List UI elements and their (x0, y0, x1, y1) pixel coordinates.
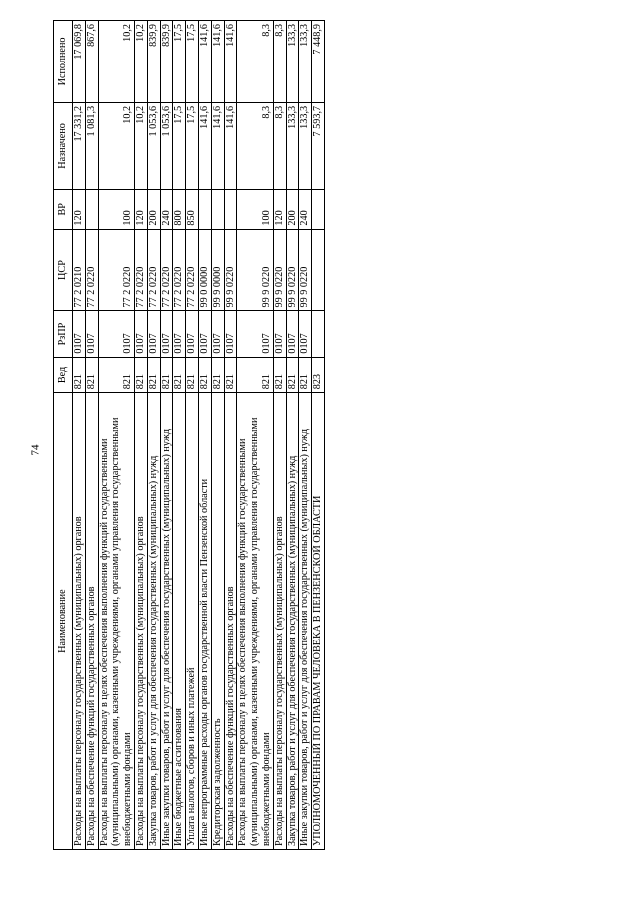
row-csr-cell: 99 9 0220 (286, 229, 299, 311)
row-csr-cell: 77 2 0210 (73, 229, 86, 311)
header-plan: Назначено (54, 102, 73, 189)
row-vr-cell: 100 (98, 190, 134, 230)
row-rzpr-cell: 0107 (160, 311, 173, 357)
row-plan-cell: 133,3 (299, 102, 312, 189)
row-ved-cell: 821 (211, 357, 224, 393)
row-plan-cell: 141,6 (224, 102, 237, 189)
table-row (73, 21, 86, 850)
row-rzpr-cell (312, 311, 325, 357)
row-done-cell: 141,6 (198, 21, 211, 103)
budget-table (53, 20, 325, 850)
row-done-cell: 7 448,9 (312, 21, 325, 103)
row-csr-cell: 99 9 0000 (211, 229, 224, 311)
row-rzpr-cell: 0107 (73, 311, 86, 357)
row-vr-cell (224, 190, 237, 230)
row-csr-cell: 99 9 0220 (237, 229, 273, 311)
row-name-cell: Расходы на выплаты персоналу в целях обеспечения выполнения функций государственными (муниципальными) органами, казенными учреждениями, органами управления государственными внебюджетными фондами (98, 393, 134, 850)
row-vr-cell: 240 (299, 190, 312, 230)
row-name-cell: Уплата налогов, сборов и иных платежей (186, 393, 199, 850)
row-csr-cell: 77 2 0220 (160, 229, 173, 311)
row-rzpr-cell: 0107 (173, 311, 186, 357)
row-name-cell: УПОЛНОМОЧЕННЫЙ ПО ПРАВАМ ЧЕЛОВЕКА В ПЕНЗЕНСКОЙ ОБЛАСТИ (312, 393, 325, 850)
row-csr-cell: 99 9 0220 (273, 229, 286, 311)
row-rzpr-cell: 0107 (98, 311, 134, 357)
row-ved-cell: 821 (73, 357, 86, 393)
row-ved-cell: 821 (186, 357, 199, 393)
row-rzpr-cell: 0107 (286, 311, 299, 357)
row-name-cell: Закупка товаров, работ и услуг для обеспечения государственных (муниципальных) нужд (286, 393, 299, 850)
row-plan-cell: 141,6 (198, 102, 211, 189)
table-body (73, 21, 325, 850)
row-ved-cell: 821 (160, 357, 173, 393)
row-csr-cell: 99 9 0220 (299, 229, 312, 311)
row-vr-cell (85, 190, 98, 230)
row-name-cell: Расходы на выплаты персоналу государственных (муниципальных) органов (273, 393, 286, 850)
table-row (312, 21, 325, 850)
row-ved-cell: 823 (312, 357, 325, 393)
row-done-cell: 133,3 (286, 21, 299, 103)
row-name-cell: Расходы на выплаты персоналу государственных (муниципальных) органов (134, 393, 147, 850)
row-name-cell: Расходы на обеспечение функций государственных органов (85, 393, 98, 850)
row-done-cell: 17,5 (173, 21, 186, 103)
row-plan-cell: 133,3 (286, 102, 299, 189)
table-row (186, 21, 199, 850)
row-rzpr-cell: 0107 (134, 311, 147, 357)
row-csr-cell: 77 2 0220 (85, 229, 98, 311)
row-rzpr-cell: 0107 (85, 311, 98, 357)
row-done-cell: 867,6 (85, 21, 98, 103)
header-name: Наименование (54, 393, 73, 850)
row-rzpr-cell: 0107 (198, 311, 211, 357)
row-name-cell: Иные закупки товаров, работ и услуг для обеспечения государственных (муниципальных) нужд (299, 393, 312, 850)
row-rzpr-cell: 0107 (237, 311, 273, 357)
table-row (173, 21, 186, 850)
row-vr-cell: 200 (147, 190, 160, 230)
row-ved-cell: 821 (273, 357, 286, 393)
table-row (160, 21, 173, 850)
row-vr-cell (312, 190, 325, 230)
row-done-cell: 141,6 (211, 21, 224, 103)
row-rzpr-cell: 0107 (224, 311, 237, 357)
row-rzpr-cell: 0107 (273, 311, 286, 357)
row-rzpr-cell: 0107 (186, 311, 199, 357)
row-ved-cell: 821 (299, 357, 312, 393)
row-ved-cell: 821 (286, 357, 299, 393)
row-vr-cell: 240 (160, 190, 173, 230)
row-csr-cell (312, 229, 325, 311)
row-vr-cell: 120 (273, 190, 286, 230)
table-row (224, 21, 237, 850)
row-done-cell: 133,3 (299, 21, 312, 103)
row-plan-cell: 10,2 (134, 102, 147, 189)
row-done-cell: 17,5 (186, 21, 199, 103)
row-name-cell: Иные закупки товаров, работ и услуг для обеспечения государственных (муниципальных) нужд (160, 393, 173, 850)
row-rzpr-cell: 0107 (147, 311, 160, 357)
row-done-cell: 141,6 (224, 21, 237, 103)
header-ved: Вед (54, 357, 73, 393)
table-row (134, 21, 147, 850)
row-vr-cell: 850 (186, 190, 199, 230)
rotated-sheet (53, 20, 543, 850)
row-vr-cell: 200 (286, 190, 299, 230)
row-csr-cell: 99 0 0000 (198, 229, 211, 311)
row-plan-cell: 17,5 (173, 102, 186, 189)
row-plan-cell: 141,6 (211, 102, 224, 189)
row-csr-cell: 77 2 0220 (98, 229, 134, 311)
row-vr-cell: 100 (237, 190, 273, 230)
table-header-row (54, 21, 73, 850)
row-done-cell: 839,9 (160, 21, 173, 103)
table-row (237, 21, 273, 850)
page-number: 74 (29, 444, 42, 456)
table-row (286, 21, 299, 850)
row-name-cell: Иные бюджетные ассигнования (173, 393, 186, 850)
row-vr-cell (198, 190, 211, 230)
row-ved-cell: 821 (98, 357, 134, 393)
row-ved-cell: 821 (85, 357, 98, 393)
row-ved-cell: 821 (173, 357, 186, 393)
row-ved-cell: 821 (134, 357, 147, 393)
row-plan-cell: 17 331,2 (73, 102, 86, 189)
row-done-cell: 10,2 (134, 21, 147, 103)
row-csr-cell: 77 2 0220 (134, 229, 147, 311)
table-row (211, 21, 224, 850)
row-vr-cell: 120 (134, 190, 147, 230)
table-row (198, 21, 211, 850)
row-csr-cell: 99 9 0220 (224, 229, 237, 311)
header-rzpr: РзПР (54, 311, 73, 357)
row-plan-cell: 7 593,7 (312, 102, 325, 189)
row-name-cell: Расходы на выплаты персоналу государственных (муниципальных) органов (73, 393, 86, 850)
row-vr-cell: 120 (73, 190, 86, 230)
row-name-cell: Расходы на выплаты персоналу в целях обеспечения выполнения функций государственными (муниципальными) органами, казенными учреждениями, органами управления государственными внебюджетными фондами (237, 393, 273, 850)
row-vr-cell (211, 190, 224, 230)
table-row (85, 21, 98, 850)
row-ved-cell: 821 (224, 357, 237, 393)
table-row (98, 21, 134, 850)
row-vr-cell: 800 (173, 190, 186, 230)
table-row (299, 21, 312, 850)
row-done-cell: 8,3 (273, 21, 286, 103)
table-row (273, 21, 286, 850)
row-rzpr-cell: 0107 (299, 311, 312, 357)
row-csr-cell: 77 2 0220 (147, 229, 160, 311)
row-plan-cell: 1 081,3 (85, 102, 98, 189)
row-ved-cell: 821 (147, 357, 160, 393)
row-csr-cell: 77 2 0220 (186, 229, 199, 311)
row-csr-cell: 77 2 0220 (173, 229, 186, 311)
row-ved-cell: 821 (237, 357, 273, 393)
header-csr: ЦСР (54, 229, 73, 311)
row-plan-cell: 17,5 (186, 102, 199, 189)
row-done-cell: 17 069,8 (73, 21, 86, 103)
header-done: Исполнено (54, 21, 73, 103)
header-vr: ВР (54, 190, 73, 230)
row-done-cell: 8,3 (237, 21, 273, 103)
row-plan-cell: 8,3 (273, 102, 286, 189)
row-plan-cell: 1 053,6 (147, 102, 160, 189)
row-ved-cell: 821 (198, 357, 211, 393)
row-plan-cell: 8,3 (237, 102, 273, 189)
row-name-cell: Кредиторская задолженность (211, 393, 224, 850)
row-name-cell: Иные непрограммные расходы органов государственной власти Пензенской области (198, 393, 211, 850)
row-plan-cell: 10,2 (98, 102, 134, 189)
row-done-cell: 839,9 (147, 21, 160, 103)
row-done-cell: 10,2 (98, 21, 134, 103)
row-plan-cell: 1 053,6 (160, 102, 173, 189)
table-row (147, 21, 160, 850)
row-name-cell: Закупка товаров, работ и услуг для обеспечения государственных (муниципальных) нужд (147, 393, 160, 850)
row-rzpr-cell: 0107 (211, 311, 224, 357)
row-name-cell: Расходы на обеспечение функций государственных органов (224, 393, 237, 850)
